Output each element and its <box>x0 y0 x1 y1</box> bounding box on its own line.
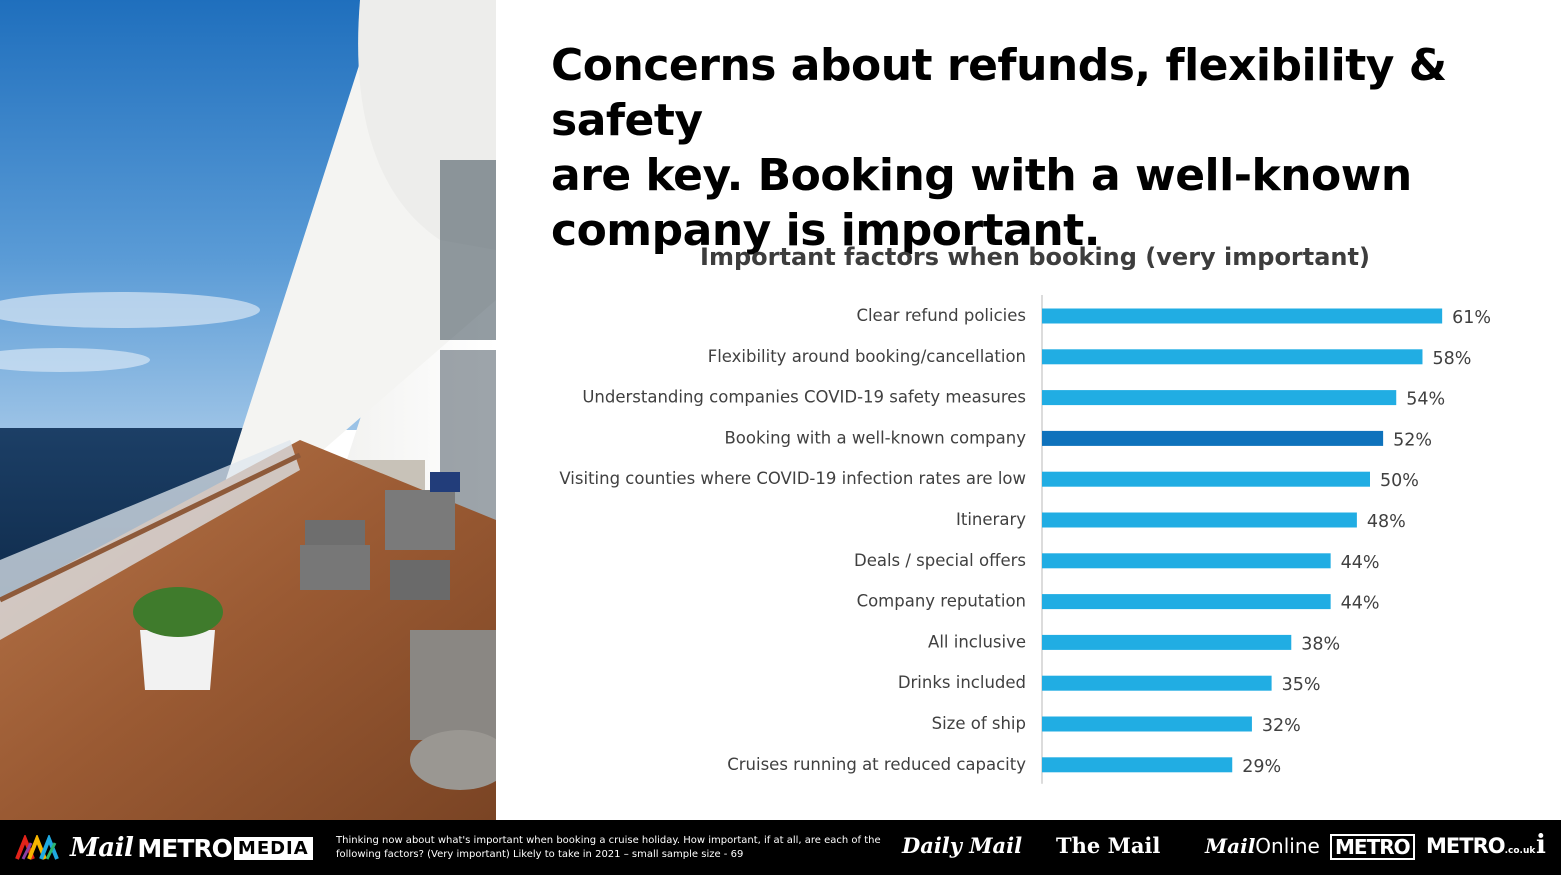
value-label: 35% <box>1281 675 1321 696</box>
footer-bar <box>0 820 1561 875</box>
bar <box>1042 472 1370 487</box>
headline-line-2: are key. Booking with a well-known <box>551 150 1412 201</box>
category-label: Deals / special offers <box>853 550 1026 570</box>
chart-title: Important factors when booking (very important) <box>700 243 1370 271</box>
bar <box>1042 513 1357 528</box>
value-label: 52% <box>1393 430 1433 451</box>
category-label: Company reputation <box>856 591 1026 611</box>
i-newspaper-logo: i <box>1536 830 1546 860</box>
metro-co-uk-suffix: .co.uk <box>1504 846 1536 856</box>
bar <box>1042 390 1396 405</box>
brand-metro: METRO <box>137 833 232 863</box>
category-label: Clear refund policies <box>856 306 1026 325</box>
bar <box>1042 757 1232 772</box>
bar <box>1042 717 1252 732</box>
category-label: All inclusive <box>928 632 1026 652</box>
metro-co-uk-logo <box>1426 834 1535 858</box>
mail-online-online: Online <box>1255 834 1320 858</box>
bar <box>1042 309 1442 324</box>
headline-line-3: company is important. <box>551 205 1100 256</box>
bar <box>1042 594 1331 609</box>
bar <box>1042 431 1383 446</box>
survey-footnote: Thinking now about what's important when booking a cruise holiday. How important, if at all, are each of the following factors? (Very important) Likely to take in 2021 – small sample size - 69 <box>336 835 881 860</box>
category-label: Cruises running at reduced capacity <box>727 754 1026 774</box>
cruise-balcony-photo <box>0 0 496 820</box>
value-label: 44% <box>1340 552 1380 573</box>
brand-media: MEDIA <box>234 837 313 860</box>
rainbow-m-icon <box>14 835 62 861</box>
category-label: Size of ship <box>931 714 1026 733</box>
value-label: 29% <box>1242 756 1282 777</box>
value-label: 48% <box>1366 512 1406 532</box>
category-label: Flexibility around booking/cancellation <box>707 346 1026 366</box>
bar <box>1042 635 1291 650</box>
bar-chart <box>540 290 1540 790</box>
value-label: 38% <box>1301 634 1341 655</box>
value-label: 61% <box>1452 308 1492 328</box>
mail-online-mail: Mail <box>1205 834 1256 858</box>
mail-metro-media-logo <box>14 835 313 861</box>
bar <box>1042 349 1422 364</box>
category-label: Visiting counties where COVID-19 infection rates are low <box>559 469 1026 489</box>
value-label: 32% <box>1261 716 1301 736</box>
value-label: 50% <box>1380 471 1419 492</box>
value-label: 54% <box>1406 389 1446 410</box>
category-label: Itinerary <box>956 510 1026 529</box>
brand-mail: Mail <box>70 833 134 863</box>
category-label: Drinks included <box>897 673 1026 693</box>
bar-chart-svg <box>540 290 1540 790</box>
bar <box>1042 676 1272 691</box>
metro-co-uk-name: METRO <box>1426 834 1505 858</box>
daily-mail-logo: Daily Mail <box>902 833 1023 858</box>
category-label: Understanding companies COVID-19 safety measures <box>582 387 1026 407</box>
value-label: 44% <box>1340 593 1380 614</box>
value-label: 58% <box>1432 348 1472 369</box>
metro-logo: METRO <box>1330 834 1415 860</box>
category-label: Booking with a well-known company <box>724 428 1026 448</box>
cruise-balcony-illustration <box>0 0 496 820</box>
bar <box>1042 553 1331 568</box>
mail-online-logo <box>1205 834 1320 859</box>
headline-line-1: Concerns about refunds, flexibility & safety <box>551 40 1447 146</box>
mail-on-sunday-logo: The Mail <box>1056 833 1161 858</box>
slide-headline <box>551 38 1541 258</box>
